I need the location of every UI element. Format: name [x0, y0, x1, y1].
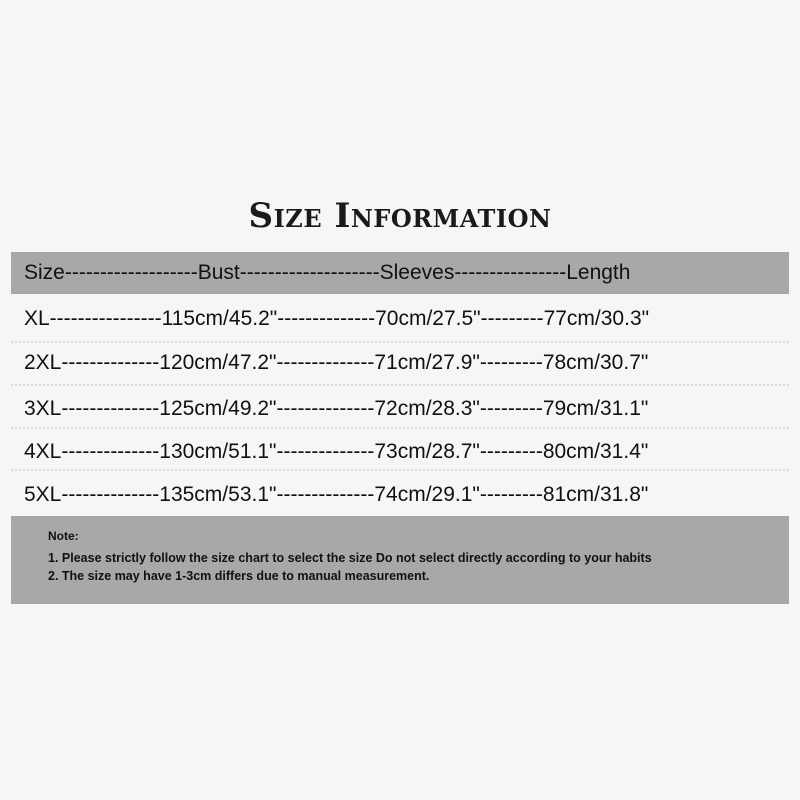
note-line-1: 1. Please strictly follow the size chart to select the size Do not select directly according to your habits [48, 551, 652, 565]
table-row-4xl: 4XL--------------130cm/51.1"--------------73cm/28.7"---------80cm/31.4" [24, 440, 649, 463]
row-divider [11, 427, 789, 429]
row-divider [11, 384, 789, 386]
row-divider [11, 341, 789, 343]
page-title: Size Information [248, 196, 552, 236]
table-row-xl: XL----------------115cm/45.2"--------------70cm/27.5"---------77cm/30.3" [24, 307, 650, 330]
note-line-2: 2. The size may have 1-3cm differs due to manual measurement. [48, 569, 430, 583]
table-row-3xl: 3XL--------------125cm/49.2"--------------72cm/28.3"---------79cm/31.1" [24, 397, 649, 420]
row-divider [11, 469, 789, 471]
table-row-2xl: 2XL--------------120cm/47.2"--------------71cm/27.9"---------78cm/30.7" [24, 351, 649, 374]
table-header: Size-------------------Bust--------------------Sleeves----------------Length [24, 261, 631, 284]
table-row-5xl: 5XL--------------135cm/53.1"--------------74cm/29.1"---------81cm/31.8" [24, 483, 649, 506]
note-title: Note: [48, 529, 79, 543]
